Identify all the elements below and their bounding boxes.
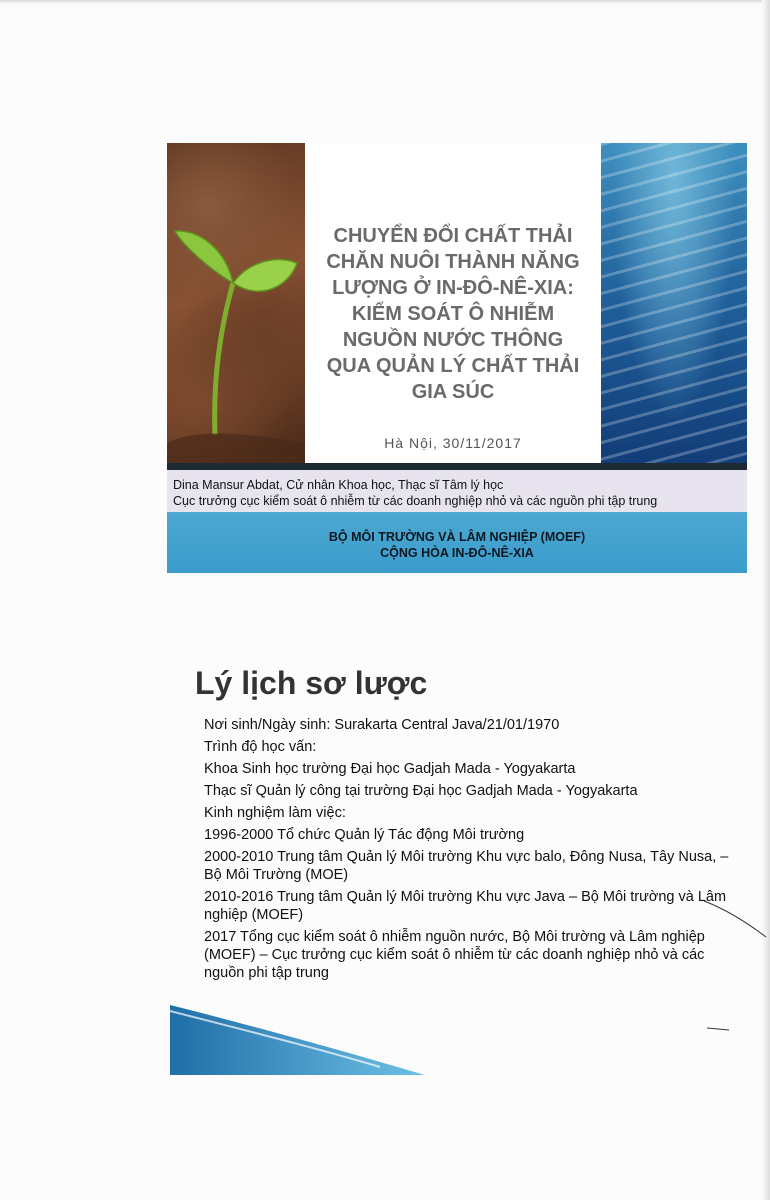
bio-line: 2010-2016 Trung tâm Quản lý Môi trường Khu vực Java – Bộ Môi trường và Lâm nghiệp (MOEF) <box>204 889 727 923</box>
author-bar <box>167 463 747 573</box>
ministry-line: BỘ MÔI TRƯỜNG VÀ LÂM NGHIỆP (MOEF) <box>328 530 586 544</box>
seedling-icon <box>167 143 305 463</box>
bio-title: Lý lịch sơ lược <box>195 665 428 701</box>
author-role: Cục trưởng cục kiểm soát ô nhiễm từ các doanh nghiệp nhỏ và các nguồn phi tập trung <box>173 494 658 508</box>
title-line: CHUYỂN ĐỔI CHẤT THẢI <box>333 225 573 247</box>
title-line: GIA SÚC <box>411 381 495 403</box>
date-line: Hà Nội, 30/11/2017 <box>384 435 522 451</box>
bio-line: 2017 Tổng cục kiểm soát ô nhiễm nguồn nước, Bộ Môi trường và Lâm nghiệp (MOEF) – Cục trưởng cục kiểm soát ô nhiễm từ các doanh nghiệp nhỏ và các nguồn phi tập trung <box>204 929 705 981</box>
bio-line: 2000-2010 Trung tâm Quản lý Môi trường Khu vực balo, Đông Nusa, Tây Nusa, – Bộ Môi Trường (MOE) <box>204 849 729 883</box>
bio-line: Kinh nghiệm làm việc: <box>204 805 346 821</box>
bio-line: Khoa Sinh học trường Đại học Gadjah Mada - Yogyakarta <box>204 761 576 777</box>
bio-line: 1996-2000 Tổ chức Quản lý Tác động Môi trường <box>204 827 525 843</box>
bio-line: Nơi sinh/Ngày sinh: Surakarta Central Java/21/01/1970 <box>204 717 560 733</box>
title-line: CHĂN NUÔI THÀNH NĂNG <box>326 251 580 273</box>
page-edge-top <box>0 0 770 4</box>
pen-mark <box>705 1022 735 1034</box>
page-edge-right <box>762 0 770 1200</box>
slide-title <box>305 223 601 405</box>
title-line: NGUỒN NƯỚC THÔNG <box>342 329 564 351</box>
bio-line: Trình độ học vấn: <box>204 739 317 755</box>
ministry-name <box>167 529 747 561</box>
blue-swoosh-decoration <box>170 1005 425 1075</box>
bio-list <box>204 716 744 986</box>
title-slide <box>167 143 747 573</box>
title-line: KIỂM SOÁT Ô NHIỄM <box>351 303 555 325</box>
title-line: QUA QUẢN LÝ CHẤT THẢI <box>326 355 580 377</box>
pen-mark <box>700 895 770 945</box>
water-waves-image <box>601 143 747 463</box>
bio-slide <box>170 640 745 1075</box>
bio-line: Thạc sĩ Quản lý công tại trường Đại học Gadjah Mada - Yogyakarta <box>204 783 638 799</box>
seedling-in-soil-image <box>167 143 305 463</box>
author-name: Dina Mansur Abdat, Cử nhân Khoa học, Thạc sĩ Tâm lý học <box>173 478 504 492</box>
divider <box>167 463 747 470</box>
country-line: CỘNG HÒA IN-ĐÔ-NÊ-XIA <box>380 546 534 560</box>
title-line: LƯỢNG Ở IN-ĐÔ-NÊ-XIA: <box>332 277 574 299</box>
